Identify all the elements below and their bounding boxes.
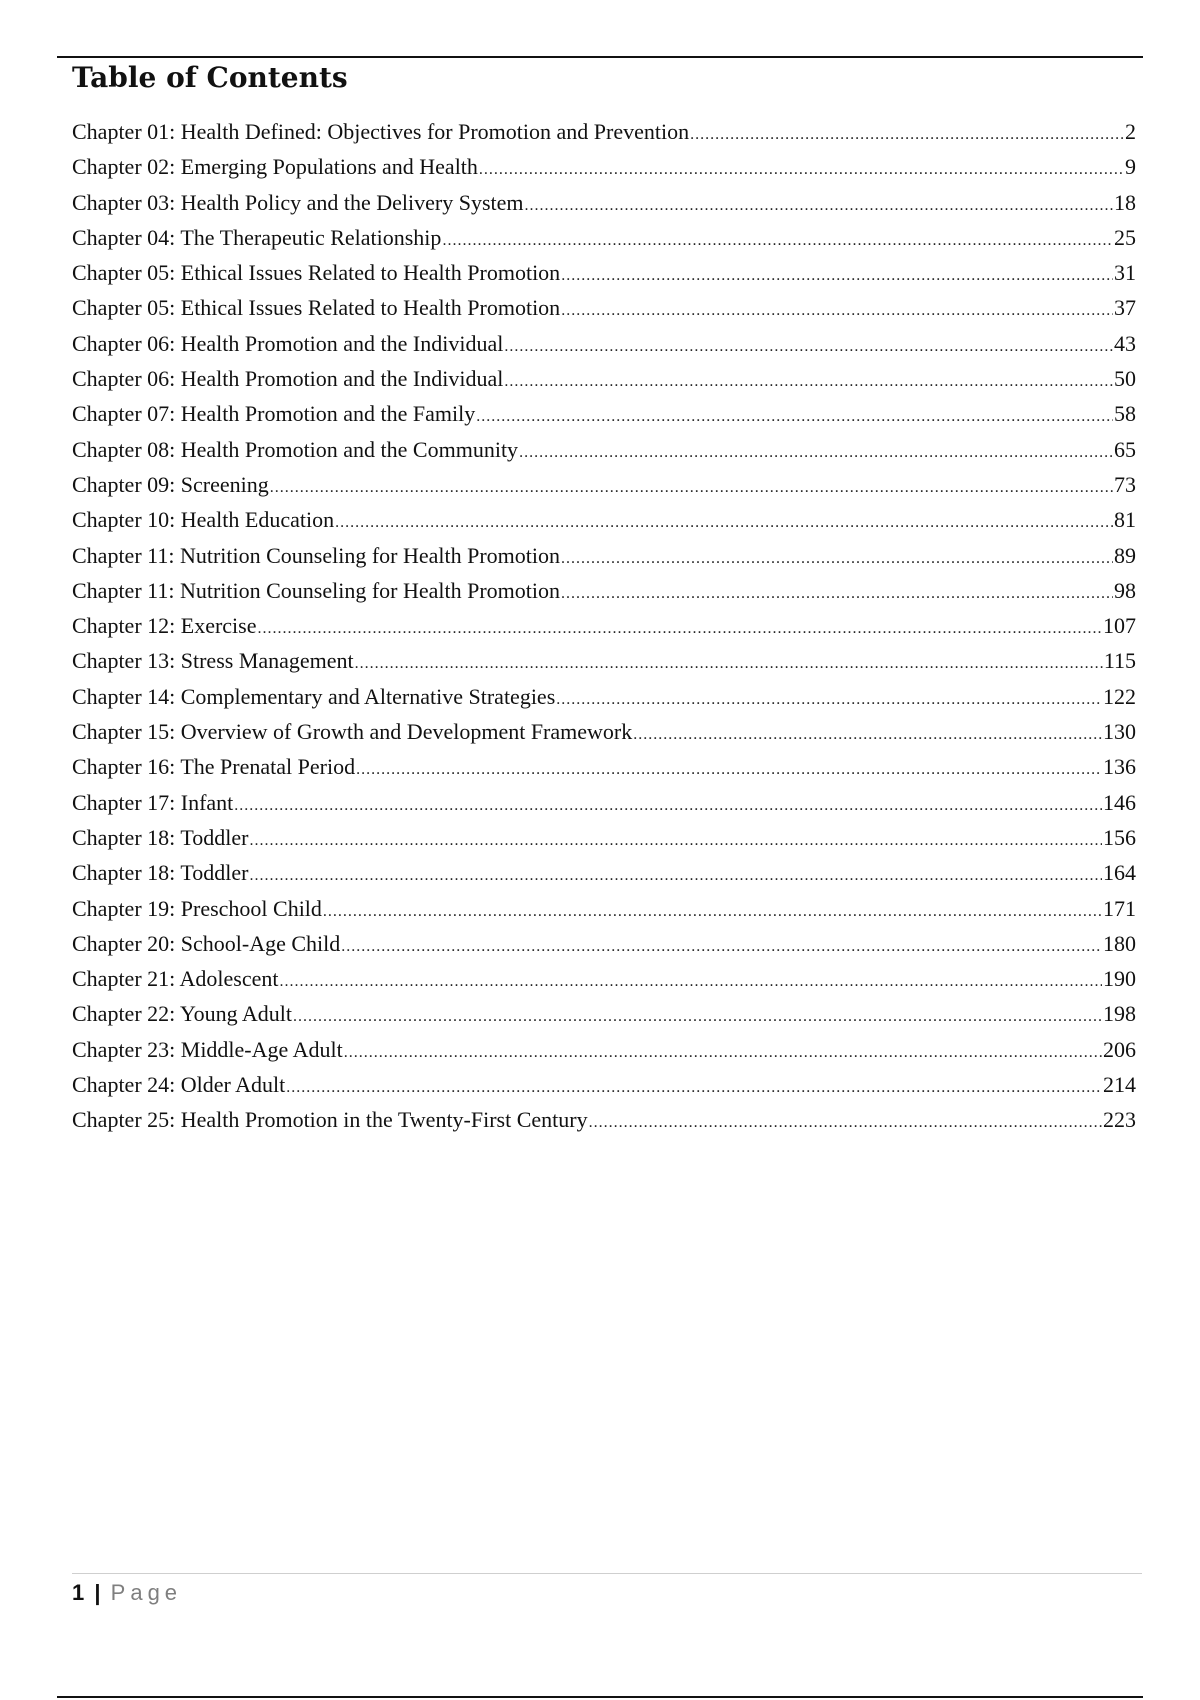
toc-entry-page-number: 43: [1114, 330, 1136, 356]
toc-dot-leader: [633, 714, 1102, 752]
toc-entry[interactable]: [72, 396, 1136, 431]
toc-entry-page-number: 2: [1125, 119, 1136, 144]
toc-entry-page-number: 206: [1103, 1036, 1136, 1062]
toc-list: [72, 114, 1136, 1138]
toc-entry-title: Chapter 08: Health Promotion and the Community: [72, 436, 519, 462]
toc-entry-title: Chapter 07: Health Promotion and the Family: [72, 401, 476, 427]
toc-dot-leader: [690, 114, 1124, 152]
toc-entry-title: Chapter 04: The Therapeutic Relationship: [72, 224, 442, 250]
toc-entry-page-number: 156: [1103, 824, 1136, 850]
toc-dot-leader: [270, 467, 1113, 505]
toc-entry-title: Chapter 18: Toddler: [72, 860, 249, 886]
bottom-rule: [57, 1696, 1143, 1698]
toc-dot-leader: [504, 326, 1113, 364]
toc-entry[interactable]: [72, 855, 1136, 890]
toc-entry-title: Chapter 09: Screening: [72, 471, 269, 497]
toc-entry[interactable]: [72, 891, 1136, 926]
toc-dot-leader: [476, 396, 1113, 434]
toc-entry[interactable]: [72, 467, 1136, 502]
toc-entry-title: Chapter 05: Ethical Issues Related to Health Promotion: [72, 260, 561, 286]
toc-entry-title: Chapter 15: Overview of Growth and Development Framework: [72, 719, 633, 745]
toc-entry[interactable]: [72, 820, 1136, 855]
toc-entry[interactable]: [72, 185, 1136, 220]
toc-entry[interactable]: [72, 1067, 1136, 1102]
toc-dot-leader: [519, 432, 1113, 470]
toc-dot-leader: [561, 290, 1113, 328]
toc-entry-page-number: 50: [1114, 366, 1136, 392]
toc-entry[interactable]: [72, 926, 1136, 961]
footer-rule: [72, 1573, 1142, 1574]
toc-dot-leader: [344, 1032, 1102, 1070]
toc-entry[interactable]: [72, 608, 1136, 643]
toc-entry[interactable]: [72, 1032, 1136, 1067]
toc-entry-page-number: 73: [1114, 471, 1136, 497]
toc-entry[interactable]: [72, 996, 1136, 1031]
footer-page-label: Page: [110, 1580, 183, 1605]
toc-entry-title: Chapter 06: Health Promotion and the Individual: [72, 366, 504, 392]
toc-dot-leader: [356, 749, 1102, 787]
toc-entry-title: Chapter 03: Health Policy and the Delivery System: [72, 189, 524, 215]
toc-dot-leader: [525, 185, 1113, 223]
toc-entry-page-number: 89: [1114, 542, 1136, 568]
toc-entry-title: Chapter 20: School-Age Child: [72, 930, 341, 956]
toc-entry-title: Chapter 01: Health Defined: Objectives for Promotion and Prevention: [72, 119, 690, 144]
toc-entry-page-number: 58: [1114, 401, 1136, 427]
toc-entry-title: Chapter 19: Preschool Child: [72, 895, 322, 921]
toc-dot-leader: [561, 573, 1113, 611]
toc-entry-title: Chapter 13: Stress Management: [72, 648, 354, 674]
toc-dot-leader: [442, 220, 1113, 258]
toc-dot-leader: [589, 1102, 1102, 1140]
toc-entry[interactable]: [72, 220, 1136, 255]
toc-dot-leader: [293, 996, 1102, 1034]
toc-entry-page-number: 198: [1103, 1001, 1136, 1027]
footer-separator: |: [94, 1580, 101, 1605]
toc-entry[interactable]: [72, 114, 1136, 149]
toc-entry-title: Chapter 10: Health Education: [72, 507, 335, 533]
toc-entry-title: Chapter 22: Young Adult: [72, 1001, 293, 1027]
toc-entry[interactable]: [72, 361, 1136, 396]
toc-entry[interactable]: [72, 679, 1136, 714]
toc-entry-title: Chapter 14: Complementary and Alternative Strategies: [72, 683, 556, 709]
toc-dot-leader: [504, 361, 1113, 399]
toc-entry-page-number: 98: [1114, 577, 1136, 603]
toc-entry[interactable]: [72, 643, 1136, 678]
toc-entry-title: Chapter 12: Exercise: [72, 613, 257, 639]
toc-entry-page-number: 18: [1114, 189, 1136, 215]
toc-entry-page-number: 223: [1103, 1107, 1136, 1133]
toc-entry[interactable]: [72, 290, 1136, 325]
toc-entry[interactable]: [72, 538, 1136, 573]
toc-entry[interactable]: [72, 149, 1136, 184]
toc-entry-title: Chapter 05: Ethical Issues Related to Health Promotion: [72, 295, 561, 321]
toc-entry-page-number: 190: [1103, 966, 1136, 992]
toc-dot-leader: [286, 1067, 1102, 1105]
toc-entry[interactable]: [72, 255, 1136, 290]
toc-entry-page-number: 115: [1103, 648, 1136, 674]
toc-entry-page-number: 65: [1114, 436, 1136, 462]
toc-entry-page-number: 107: [1103, 613, 1136, 639]
top-rule: [57, 56, 1143, 58]
toc-entry-page-number: 81: [1114, 507, 1136, 533]
toc-entry-title: Chapter 11: Nutrition Counseling for Health Promotion: [72, 542, 561, 568]
toc-entry-page-number: 122: [1103, 683, 1136, 709]
toc-entry-page-number: 180: [1103, 930, 1136, 956]
toc-entry-page-number: 25: [1114, 224, 1136, 250]
toc-dot-leader: [479, 149, 1124, 187]
toc-entry[interactable]: [72, 714, 1136, 749]
toc-entry[interactable]: [72, 326, 1136, 361]
toc-dot-leader: [561, 255, 1113, 293]
toc-dot-leader: [556, 679, 1102, 717]
toc-entry[interactable]: [72, 432, 1136, 467]
page-title: Table of Contents: [72, 61, 348, 94]
toc-entry-title: Chapter 25: Health Promotion in the Twenty-First Century: [72, 1107, 588, 1133]
toc-entry-page-number: 146: [1103, 789, 1136, 815]
toc-dot-leader: [280, 961, 1102, 999]
toc-entry-page-number: 164: [1103, 860, 1136, 886]
toc-dot-leader: [335, 502, 1113, 540]
toc-dot-leader: [341, 926, 1102, 964]
toc-entry[interactable]: [72, 573, 1136, 608]
toc-entry-title: Chapter 18: Toddler: [72, 824, 249, 850]
toc-entry-page-number: 9: [1125, 154, 1136, 180]
toc-dot-leader: [323, 891, 1102, 929]
toc-entry-title: Chapter 24: Older Adult: [72, 1072, 286, 1098]
toc-entry-page-number: 214: [1103, 1072, 1136, 1098]
toc-entry[interactable]: [72, 785, 1136, 820]
toc-entry-title: Chapter 11: Nutrition Counseling for Health Promotion: [72, 577, 561, 603]
toc-entry-page-number: 31: [1114, 260, 1136, 286]
toc-entry[interactable]: [72, 961, 1136, 996]
toc-entry-title: Chapter 02: Emerging Populations and Health: [72, 154, 478, 180]
toc-dot-leader: [249, 855, 1102, 893]
toc-entry-title: Chapter 06: Health Promotion and the Individual: [72, 330, 504, 356]
toc-dot-leader: [234, 785, 1102, 823]
toc-dot-leader: [258, 608, 1103, 646]
toc-dot-leader: [249, 820, 1102, 858]
toc-entry-page-number: 136: [1103, 754, 1136, 780]
page-footer: [72, 1578, 182, 1608]
toc-entry-page-number: 171: [1103, 895, 1136, 921]
toc-entry-page-number: 37: [1114, 295, 1136, 321]
toc-entry-title: Chapter 23: Middle-Age Adult: [72, 1036, 343, 1062]
toc-entry-title: Chapter 21: Adolescent: [72, 966, 279, 992]
toc-entry-title: Chapter 16: The Prenatal Period: [72, 754, 356, 780]
toc-entry[interactable]: [72, 749, 1136, 784]
toc-entry-title: Chapter 17: Infant: [72, 789, 234, 815]
footer-page-number: 1: [72, 1580, 85, 1605]
toc-entry-page-number: 130: [1103, 719, 1136, 745]
toc-dot-leader: [355, 643, 1103, 681]
toc-entry[interactable]: [72, 502, 1136, 537]
toc-entry[interactable]: [72, 1102, 1136, 1137]
toc-dot-leader: [561, 538, 1113, 576]
